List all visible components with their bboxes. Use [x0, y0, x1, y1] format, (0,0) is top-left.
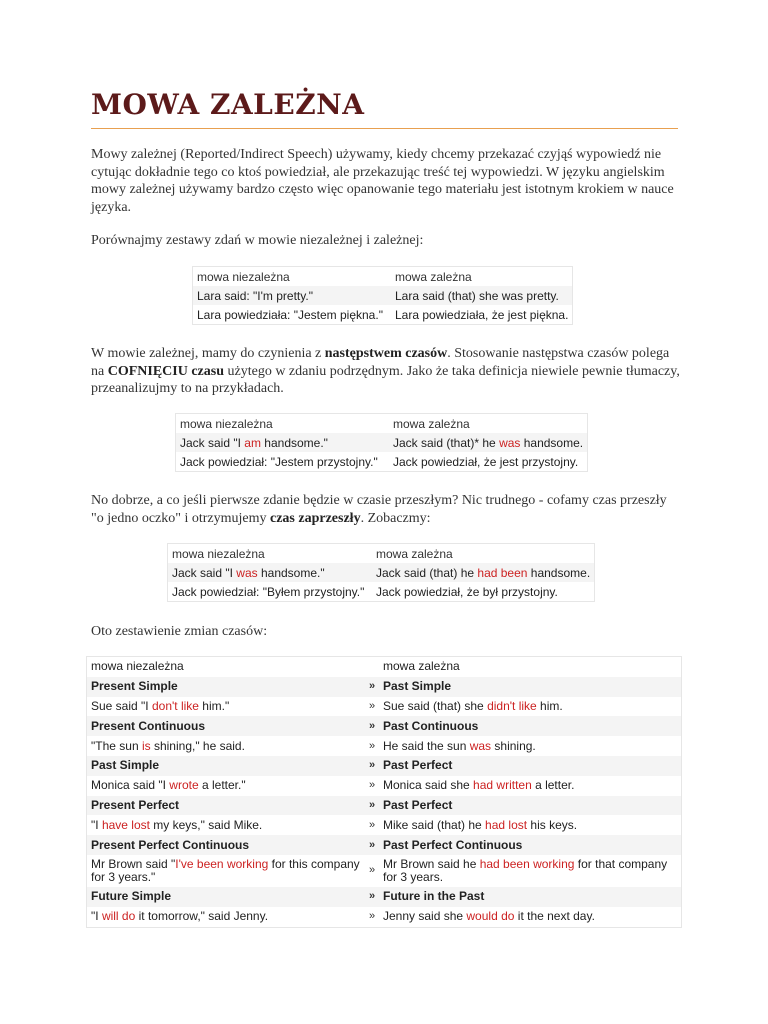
- text-span: Monica said she: [383, 778, 474, 793]
- arrow-icon: »: [368, 864, 376, 877]
- arrow-icon: »: [368, 699, 376, 712]
- table-header-row: [176, 414, 587, 433]
- verb-highlight: had written: [473, 778, 532, 793]
- example-row: [87, 815, 681, 835]
- text-span: użytego w zdaniu podrzędnym. Jako że taka definicja niewiele pewnie tłumaczy, przeanalizujmy to na przykładach.: [91, 363, 680, 396]
- reported-example: [379, 855, 681, 887]
- text-span: Jack said (that) he: [376, 565, 478, 580]
- tense-to: Past Continuous: [379, 716, 681, 736]
- summary-heading: Oto zestawienie zmian czasów:: [91, 624, 268, 639]
- table-header-row: [87, 657, 681, 677]
- table-row: [193, 286, 572, 305]
- verb-highlight: had lost: [485, 817, 528, 832]
- example-row: [87, 855, 681, 887]
- verb-highlight: had been: [477, 565, 528, 580]
- arrow-icon: »: [368, 910, 376, 923]
- title-underline: [91, 128, 678, 129]
- header-reported: mowa zależna: [376, 546, 453, 561]
- header-direct: mowa niezależna: [172, 546, 265, 561]
- reported-cell: [389, 433, 587, 452]
- text-span: Mike said (that) he: [383, 817, 486, 832]
- verb-highlight: is: [141, 738, 151, 753]
- direct-example: [87, 736, 365, 756]
- verb-highlight: have lost: [101, 817, 150, 832]
- reported-cell: Jack powiedział, że jest przystojny.: [393, 454, 579, 469]
- reported-example: [379, 736, 681, 756]
- tense-to: Past Perfect Continuous: [379, 835, 681, 855]
- verb-highlight: was: [469, 738, 492, 753]
- text-span: Monica said "I: [91, 778, 170, 793]
- direct-cell: Lara said: "I'm pretty.": [193, 286, 391, 305]
- tense-from: Present Continuous: [87, 716, 365, 736]
- tense-from: Present Perfect Continuous: [87, 835, 365, 855]
- example-row: [87, 776, 681, 796]
- direct-cell: [176, 433, 389, 452]
- text-span: handsome.: [520, 435, 584, 450]
- text-span: W mowie zależnej, mamy do czynienia z: [91, 346, 325, 361]
- text-span: Jenny said she: [383, 909, 467, 924]
- text-span: shining.: [491, 738, 536, 753]
- verb-highlight: had been working: [479, 856, 575, 871]
- reported-cell: Lara powiedziała, że jest piękna.: [395, 307, 569, 322]
- example-row: [87, 907, 681, 927]
- direct-example: [87, 697, 365, 717]
- header-reported: mowa zależna: [383, 659, 460, 674]
- text-span: "I: [91, 817, 102, 832]
- reported-example: [379, 907, 681, 927]
- arrow-spacer: [365, 657, 379, 677]
- text-span: him.: [536, 698, 563, 713]
- arrow-icon: »: [365, 716, 379, 736]
- example-table-2: [176, 414, 587, 471]
- arrow-icon: »: [365, 756, 379, 776]
- tense-name-row: [87, 677, 681, 697]
- header-direct: mowa niezależna: [91, 659, 184, 674]
- tense-from: Present Simple: [87, 677, 365, 697]
- text-span: handsome.: [527, 565, 591, 580]
- table-row: [193, 305, 572, 324]
- text-span: my keys," said Mike.: [149, 817, 263, 832]
- text-span: Sue said (that) she: [383, 698, 488, 713]
- text-span: Jack said (that)* he: [393, 435, 500, 450]
- text-span: "I: [91, 909, 102, 924]
- direct-example: [87, 776, 365, 796]
- text-span: for this company for 3 years.": [91, 856, 360, 884]
- verb-highlight: didn't like: [487, 698, 537, 713]
- text-span: . Zobaczmy:: [360, 510, 431, 526]
- tense-to: Past Perfect: [379, 756, 681, 776]
- arrow-icon: »: [368, 818, 376, 831]
- table-row: [168, 582, 594, 601]
- reported-cell: [372, 563, 594, 582]
- header-direct: mowa niezależna: [197, 269, 290, 284]
- text-span: Mr Brown said he: [383, 856, 480, 871]
- arrow-icon: »: [365, 796, 379, 816]
- compare-paragraph: Porównajmy zestawy zdań w mowie niezależnej i zależnej:: [91, 233, 424, 248]
- example-table-1: [193, 267, 572, 324]
- table-row: [168, 563, 594, 582]
- example-table-3: [168, 544, 594, 601]
- table-header-row: [193, 267, 572, 286]
- table-row: [176, 452, 587, 471]
- text-span: Sue said "I: [91, 698, 152, 713]
- verb-highlight: don't like: [151, 698, 199, 713]
- direct-cell: [168, 563, 372, 582]
- tense-name-row: [87, 796, 681, 816]
- arrow-icon: »: [365, 887, 379, 907]
- text-span: a letter.: [531, 778, 575, 793]
- direct-cell: Jack powiedział: "Jestem przystojny.": [180, 454, 378, 469]
- reported-example: [379, 776, 681, 796]
- tense-from: Past Simple: [87, 756, 365, 776]
- header-direct: mowa niezależna: [180, 416, 273, 431]
- text-span: it tomorrow," said Jenny.: [135, 909, 269, 924]
- bold-term: następstwem czasów: [324, 346, 448, 361]
- bold-term: czas zaprzeszły: [270, 510, 361, 526]
- example-row: [87, 697, 681, 717]
- reported-example: [379, 815, 681, 835]
- verb-highlight: I've been working: [175, 856, 269, 871]
- direct-cell: Jack powiedział: "Byłem przystojny.": [172, 584, 365, 599]
- table-header-row: [168, 544, 594, 563]
- tense-name-row: [87, 716, 681, 736]
- text-span: it the next day.: [514, 909, 595, 924]
- arrow-icon: »: [368, 779, 376, 792]
- direct-cell: Lara powiedziała: "Jestem piękna.": [197, 307, 383, 322]
- text-span: him.": [198, 698, 230, 713]
- direct-example: [87, 815, 365, 835]
- direct-example: [87, 907, 365, 927]
- tense-from: Future Simple: [87, 887, 365, 907]
- text-span: Jack said "I: [172, 565, 237, 580]
- text-span: for that company for 3 years.: [383, 856, 668, 884]
- arrow-icon: »: [365, 677, 379, 697]
- direct-example: [87, 855, 365, 887]
- tense-rows: [87, 677, 681, 927]
- verb-highlight: am: [244, 435, 261, 450]
- tense-changes-table: [87, 657, 681, 927]
- verb-highlight: would do: [466, 909, 515, 924]
- text-span: Mr Brown said ": [91, 856, 176, 871]
- verb-highlight: will do: [101, 909, 136, 924]
- reported-cell: Lara said (that) she was pretty.: [391, 286, 572, 305]
- text-span: handsome.": [257, 565, 325, 580]
- text-span: his keys.: [527, 817, 578, 832]
- tense-to: Past Perfect: [379, 796, 681, 816]
- verb-highlight: was: [236, 565, 258, 580]
- text-span: He said the sun: [383, 738, 470, 753]
- bold-term: COFNIĘCIU czasu: [107, 363, 224, 379]
- text-span: shining," he said.: [150, 738, 245, 753]
- intro-paragraph: Mowy zależnej (Reported/Indirect Speech) używamy, kiedy chcemy przekazać czyjąś wypowiedź nie cytując dokładnie tego co ktoś powiedział, ale przekazując treść tej wypowiedzi. W języku angielskim mowy zależnej używamy bardzo często więc opanowanie tego materiału jest istotnym krokiem w nauce języka.: [91, 147, 674, 215]
- reported-cell: Jack powiedział, że był przystojny.: [376, 584, 558, 599]
- tense-name-row: [87, 887, 681, 907]
- tense-from: Present Perfect: [87, 796, 365, 816]
- text-span: a letter.": [198, 778, 246, 793]
- text-span: handsome.": [260, 435, 328, 450]
- verb-highlight: wrote: [169, 778, 199, 793]
- tense-to: Past Simple: [379, 677, 681, 697]
- text-span: "The sun: [91, 738, 142, 753]
- tense-name-row: [87, 835, 681, 855]
- text-span: No dobrze, a co jeśli pierwsze zdanie będzie w czasie przeszłym? Nic trudnego - cofamy czas przeszły "o jedno oczko" i otrzymujemy: [91, 493, 667, 526]
- page-title: MOWA ZALEŻNA: [91, 88, 365, 121]
- example-row: [87, 736, 681, 756]
- text-span: . Stosowanie następstwa czasów polega na: [91, 346, 670, 379]
- past-perfect-paragraph: [91, 492, 681, 527]
- table-row: [176, 433, 587, 452]
- arrow-icon: »: [365, 835, 379, 855]
- tense-to: Future in the Past: [379, 887, 681, 907]
- tense-name-row: [87, 756, 681, 776]
- text-span: Jack said "I: [180, 435, 245, 450]
- header-reported: mowa zależna: [395, 269, 472, 284]
- header-reported: mowa zależna: [393, 416, 470, 431]
- sequence-of-tenses-paragraph: [91, 345, 681, 398]
- reported-example: [379, 697, 681, 717]
- verb-highlight: was: [499, 435, 521, 450]
- arrow-icon: »: [368, 739, 376, 752]
